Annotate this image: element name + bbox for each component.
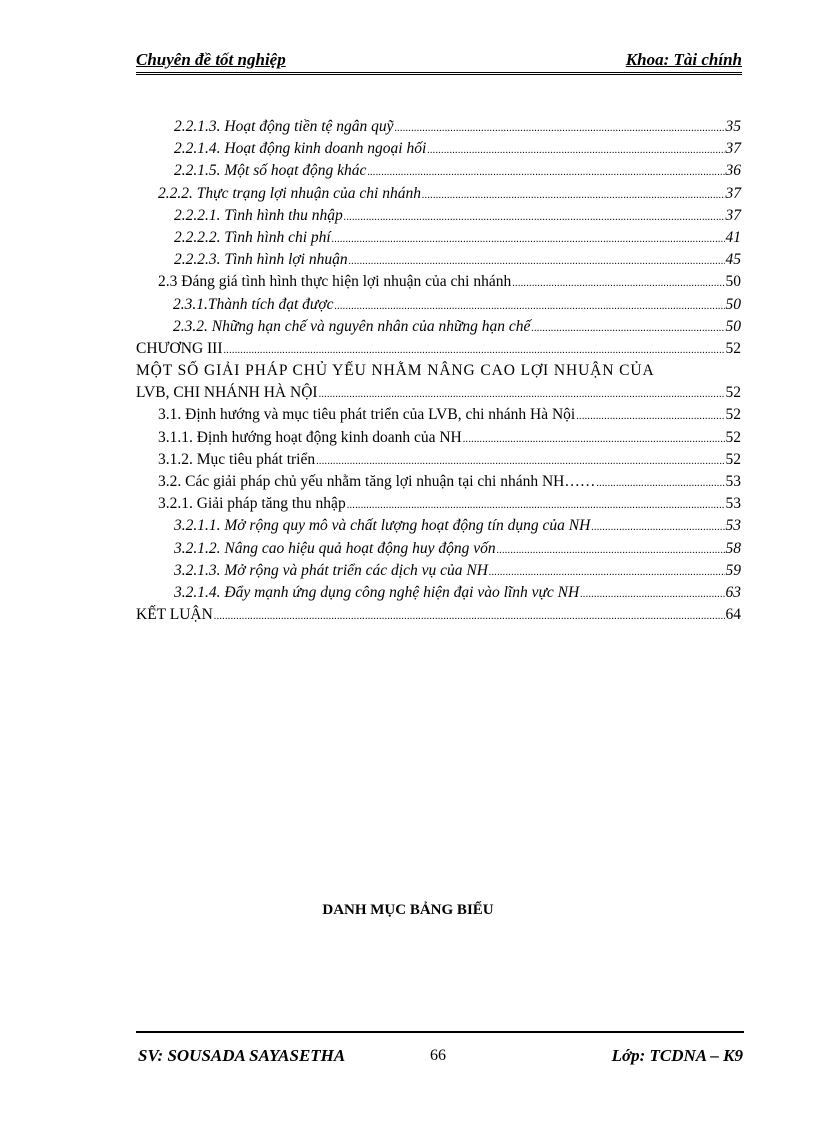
toc-leader-dots	[335, 296, 725, 318]
toc-leader-dots	[214, 606, 725, 628]
toc-entry	[136, 338, 741, 360]
toc-entry-text: 3.1.2. Mục tiêu phát triển	[158, 450, 316, 468]
footer-class: Lớp: TCDNA – K9	[611, 1046, 743, 1065]
toc-page-number: 52	[725, 428, 741, 446]
toc-entry	[136, 249, 741, 271]
toc-entry	[136, 582, 741, 604]
toc-leader-dots	[332, 229, 725, 251]
toc-entry-text: 2.3 Đáng giá tình hình thực hiện lợi nhuận của chi nhánh	[158, 273, 512, 291]
toc-page-number: 36	[725, 162, 741, 180]
toc-entry	[136, 205, 741, 227]
toc-page-number: 37	[725, 206, 741, 224]
toc-leader-dots	[531, 318, 724, 340]
toc-entry-text: 2.2.2. Thực trạng lợi nhuận của chi nhánh	[158, 184, 421, 202]
toc-entry	[136, 427, 741, 449]
toc-page-number: 37	[725, 184, 741, 202]
toc-leader-dots	[463, 429, 725, 451]
toc-page-number: 52	[725, 406, 741, 424]
footer-divider	[136, 1031, 744, 1033]
toc-entry	[136, 183, 741, 205]
toc-leader-dots	[349, 251, 725, 273]
toc-leader-dots	[395, 118, 725, 140]
toc-entry-text: CHƯƠNG III	[136, 339, 223, 357]
toc-leader-dots	[497, 540, 725, 562]
toc-entry	[136, 382, 741, 404]
toc-entry	[136, 604, 741, 626]
toc-page-number: 35	[725, 118, 741, 135]
toc-entry-text: 3.2.1.4. Đẩy mạnh ứng dụng công nghệ hiện đại vào lĩnh vực NH	[174, 583, 580, 601]
toc-entry	[136, 160, 741, 182]
section-title: DANH MỤC BẢNG BIỂU	[322, 902, 494, 918]
toc-entry-text: 3.2.1.3. Mở rộng và phát triển các dịch vụ của NH	[174, 561, 488, 579]
toc-leader-dots	[316, 451, 724, 473]
toc-page-number: 52	[725, 384, 741, 402]
toc-entry-text: 2.2.2.1. Tình hình thu nhập	[174, 206, 343, 224]
toc-leader-dots	[344, 207, 725, 229]
toc-page-number: 53	[725, 517, 741, 535]
toc-chapter-title: MỘT SỐ GIẢI PHÁP CHỦ YẾU NHẰM NÂNG CAO LỢI NHUẬN CỦA	[136, 362, 655, 380]
toc-entry-text: 3.1.1. Định hướng hoạt động kinh doanh của NH	[158, 428, 462, 446]
toc-entry-text: 2.2.1.4. Hoạt động kinh doanh ngoại hối	[174, 140, 427, 158]
toc-entry-text: 2.3.1.Thành tích đạt được	[173, 295, 334, 313]
toc-leader-dots	[576, 406, 724, 428]
toc-entry-text: LVB, CHI NHÁNH HÀ NỘI	[136, 384, 318, 402]
toc-leader-dots	[580, 584, 724, 606]
table-of-contents	[136, 116, 741, 626]
toc-leader-dots	[512, 273, 724, 295]
toc-entry-text: 2.2.2.2. Tình hình chi phí	[174, 228, 331, 246]
toc-entry-text: 3.2.1.2. Nâng cao hiệu quả hoạt động huy động vốn	[174, 539, 496, 557]
toc-entry	[136, 316, 741, 338]
toc-entry-text: 2.2.1.3. Hoạt động tiền tệ ngân quỹ	[174, 118, 394, 135]
toc-entry	[136, 271, 741, 293]
header-course-title: Chuyên đề tốt nghiệp	[136, 50, 286, 69]
toc-entry	[136, 493, 741, 515]
toc-page-number: 50	[725, 273, 741, 291]
toc-leader-dots	[422, 185, 725, 207]
toc-page-number: 37	[725, 140, 741, 158]
toc-entry-text: 3.2.1. Giải pháp tăng thu nhập	[158, 495, 346, 513]
toc-entry	[136, 227, 741, 249]
footer-student-name: SV: SOUSADA SAYASETHA	[138, 1046, 346, 1065]
toc-leader-dots	[427, 140, 724, 162]
toc-entry	[136, 515, 741, 537]
toc-entry-text: 2.2.2.3. Tình hình lợi nhuận	[174, 251, 348, 269]
toc-page-number: 59	[725, 561, 741, 579]
toc-leader-dots	[347, 495, 725, 517]
toc-page-number: 52	[725, 450, 741, 468]
toc-page-number: 53	[725, 495, 741, 513]
toc-leader-dots	[591, 517, 724, 539]
toc-leader-dots	[596, 473, 724, 495]
toc-entry	[136, 471, 741, 493]
toc-entry	[136, 538, 741, 560]
toc-page-number: 41	[725, 228, 741, 246]
toc-page-number: 50	[725, 295, 741, 313]
toc-page-number: 52	[725, 339, 741, 357]
toc-page-number: 58	[725, 539, 741, 557]
toc-page-number: 63	[725, 583, 741, 601]
page-number: 66	[430, 1047, 446, 1064]
toc-entry-text: 3.2. Các giải pháp chủ yếu nhằm tăng lợi nhuận tại chi nhánh NH……	[158, 473, 596, 490]
toc-entry-text: 3.2.1.1. Mở rộng quy mô và chất lượng hoạt động tín dụng của NH	[174, 517, 591, 535]
toc-page-number: 50	[725, 317, 741, 335]
toc-entry-text: 3.1. Định hướng và mục tiêu phát triển của LVB, chi nhánh Hà Nội	[158, 406, 576, 424]
toc-entry	[136, 560, 741, 582]
page-header	[136, 48, 742, 75]
toc-leader-dots	[367, 162, 724, 184]
toc-entry	[136, 404, 741, 426]
toc-entry	[136, 138, 741, 160]
toc-leader-dots	[489, 562, 725, 584]
toc-leader-dots	[319, 384, 725, 406]
toc-entry-text: KẾT LUẬN	[136, 606, 213, 624]
header-faculty: Khoa: Tài chính	[625, 50, 742, 69]
toc-entry	[136, 449, 741, 471]
toc-page-number: 64	[725, 606, 741, 624]
toc-entry-text: 2.3.2. Những hạn chế và nguyên nhân của những hạn chế	[173, 317, 531, 335]
toc-leader-dots	[224, 340, 725, 362]
toc-entry	[136, 294, 741, 316]
toc-page-number: 45	[725, 251, 741, 269]
toc-entry-text: 2.2.1.5. Một số hoạt động khác	[174, 162, 367, 180]
toc-page-number: 53	[725, 473, 741, 490]
toc-entry	[136, 116, 741, 138]
